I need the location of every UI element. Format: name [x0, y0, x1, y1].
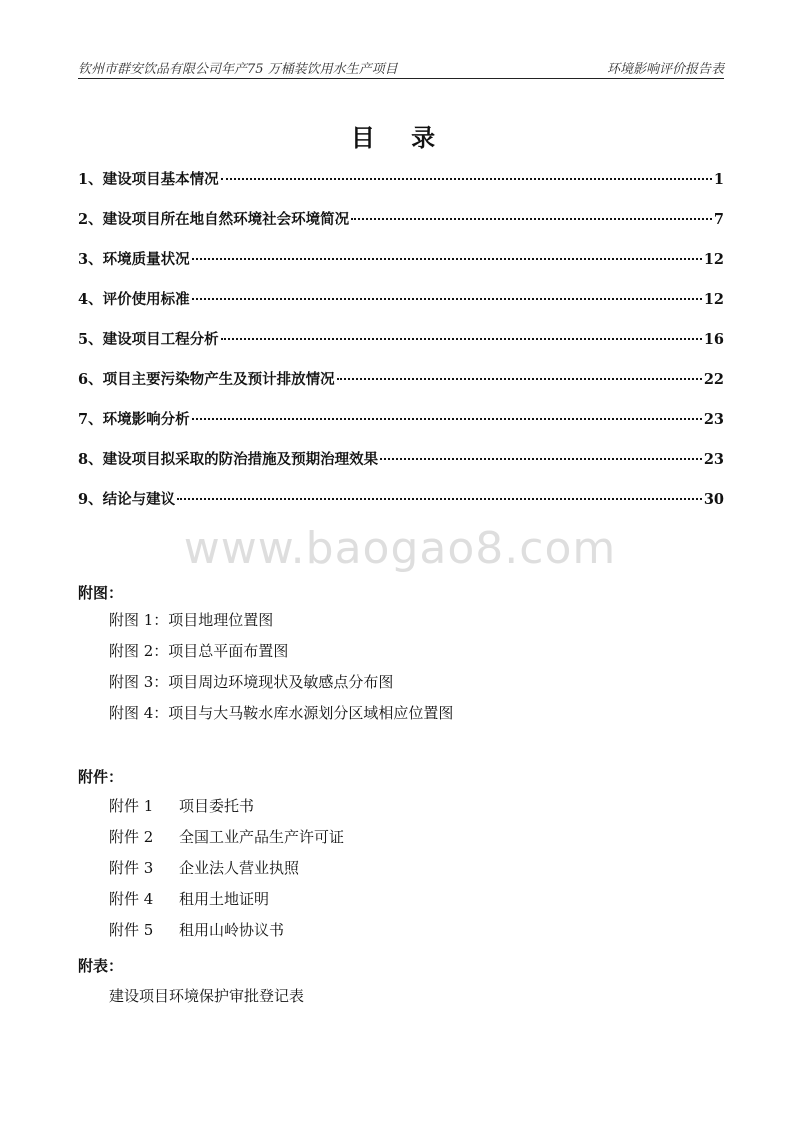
toc-label: 9、结论与建议	[78, 491, 176, 508]
toc-label: 6、项目主要污染物产生及预计排放情况	[78, 371, 335, 388]
toc-leader	[192, 418, 702, 420]
toc-leader	[192, 258, 702, 260]
toc-page: 1	[713, 171, 724, 188]
attachment-text: 全国工业产品生产许可证	[179, 828, 345, 846]
attachment-number: 附件 5	[109, 921, 154, 939]
attachment-number: 附件 1	[109, 797, 154, 815]
attachment-text: 租用土地证明	[179, 890, 270, 908]
attachment-item	[109, 826, 344, 857]
attachment-item	[109, 888, 344, 919]
attachment-text: 租用山岭协议书	[179, 921, 285, 939]
attachment-item	[109, 857, 344, 888]
attachment-number: 附件 4	[109, 890, 154, 908]
toc-leader	[380, 458, 702, 460]
toc-leader	[221, 178, 712, 180]
toc-entry-1[interactable]	[78, 170, 724, 210]
toc-page: 12	[703, 291, 724, 308]
toc-entry-5[interactable]	[78, 330, 724, 370]
toc-entry-2[interactable]	[78, 210, 724, 250]
toc-page: 22	[703, 371, 724, 388]
attachment-item	[109, 919, 344, 950]
page-header	[78, 56, 724, 79]
attachment-text: 项目委托书	[179, 797, 255, 815]
toc-page: 23	[703, 451, 724, 468]
figures-list	[109, 609, 453, 733]
attachment-number: 附件 2	[109, 828, 154, 846]
attachments-heading: 附件：	[78, 768, 124, 786]
header-project-title: 钦州市群安饮品有限公司年产75 万桶装饮用水生产项目	[78, 62, 398, 77]
attachment-item	[109, 795, 344, 826]
toc-entry-6[interactable]	[78, 370, 724, 410]
toc-page: 7	[713, 211, 724, 228]
toc-page: 23	[703, 411, 724, 428]
toc-leader	[351, 218, 712, 220]
toc-label: 2、建设项目所在地自然环境社会环境简况	[78, 211, 350, 228]
figure-item: 附图 1：项目地理位置图	[109, 611, 274, 629]
attachment-number: 附件 3	[109, 859, 154, 877]
toc-label: 8、建设项目拟采取的防治措施及预期治理效果	[78, 451, 379, 468]
figure-item: 附图 4：项目与大马鞍水库水源划分区域相应位置图	[109, 704, 454, 722]
header-report-type: 环境影响评价报告表	[606, 62, 724, 77]
toc-entry-8[interactable]	[78, 450, 724, 490]
toc-label: 3、环境质量状况	[78, 251, 190, 268]
page-title: 目 录	[350, 124, 450, 152]
toc-page: 12	[703, 251, 724, 268]
toc-label: 5、建设项目工程分析	[78, 331, 219, 348]
toc-page: 16	[703, 331, 724, 348]
toc-page: 30	[703, 491, 724, 508]
toc-label: 7、环境影响分析	[78, 411, 190, 428]
toc-label: 4、评价使用标准	[78, 291, 190, 308]
tables-heading: 附表：	[78, 957, 124, 975]
toc-entry-3[interactable]	[78, 250, 724, 290]
toc-leader	[337, 378, 702, 380]
figure-item: 附图 2：项目总平面布置图	[109, 642, 289, 660]
attachment-text: 企业法人营业执照	[179, 859, 300, 877]
toc-label: 1、建设项目基本情况	[78, 171, 219, 188]
table-item: 建设项目环境保护审批登记表	[109, 987, 305, 1005]
attachments-list	[109, 795, 344, 950]
figure-item: 附图 3：项目周边环境现状及敏感点分布图	[109, 673, 394, 691]
toc-entry-7[interactable]	[78, 410, 724, 450]
watermark: www.baogao8.com	[183, 523, 617, 574]
table-of-contents	[78, 170, 724, 530]
figures-heading: 附图：	[78, 584, 124, 602]
toc-leader	[177, 498, 702, 500]
toc-entry-4[interactable]	[78, 290, 724, 330]
toc-leader	[221, 338, 702, 340]
toc-leader	[192, 298, 702, 300]
